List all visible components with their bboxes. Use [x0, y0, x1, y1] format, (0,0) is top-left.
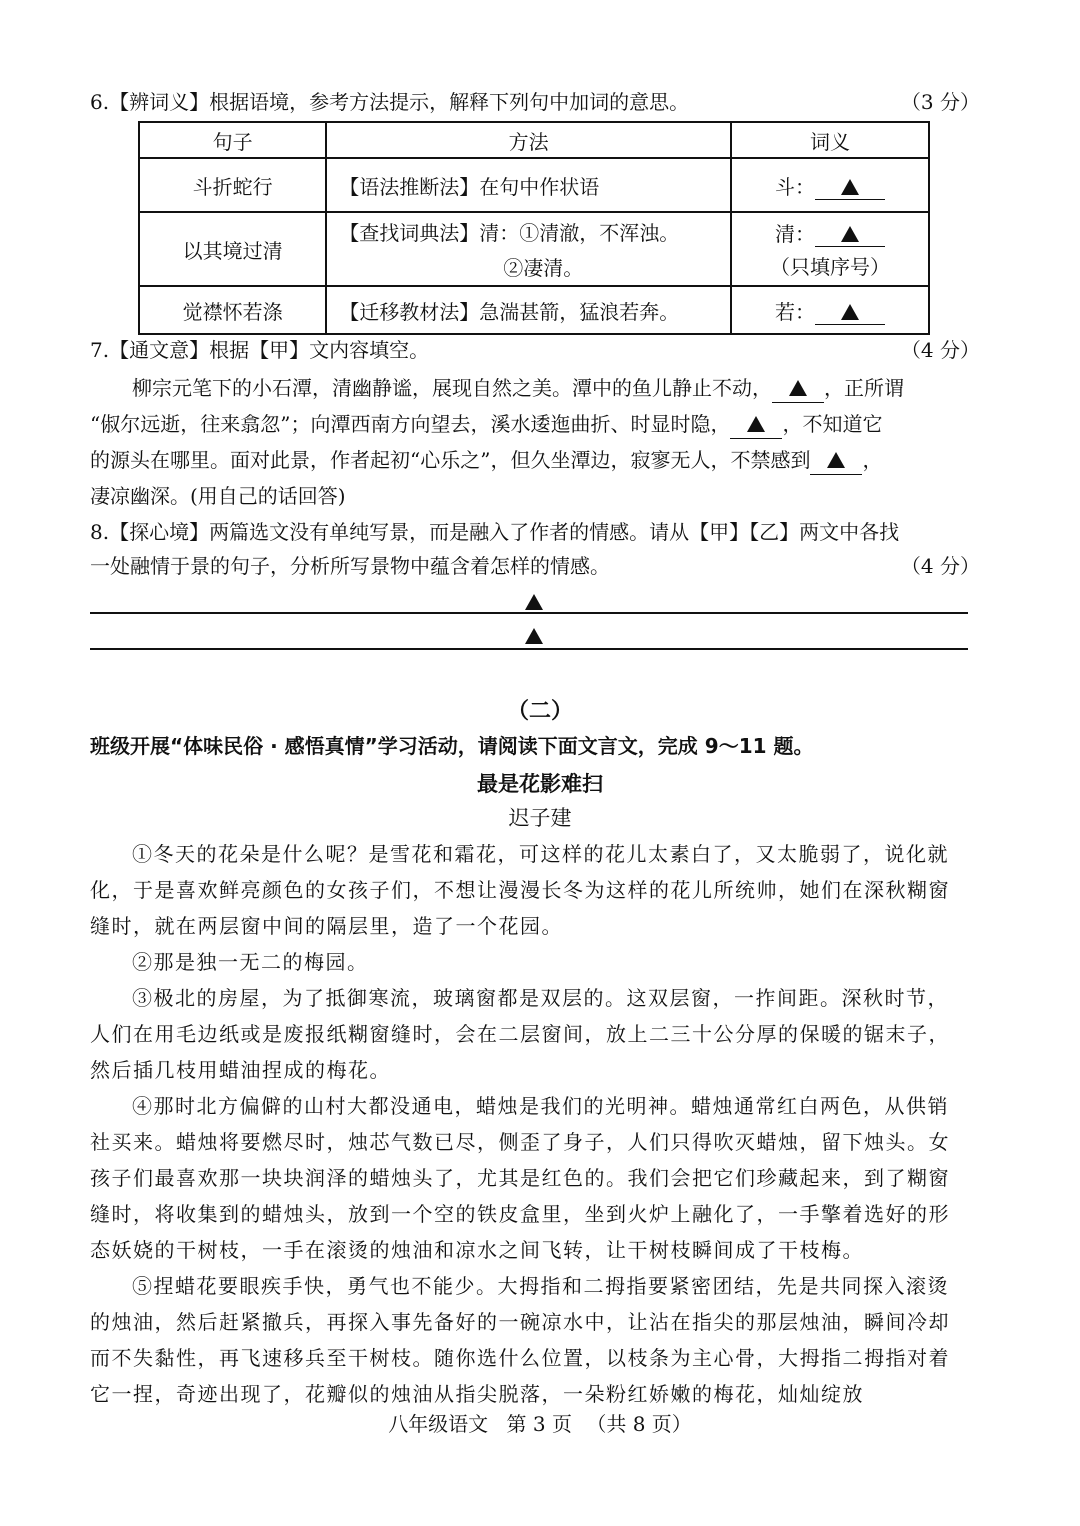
- q6-table: [138, 121, 930, 335]
- header-sentence: 句子: [139, 122, 326, 158]
- q7-score: （4 分）: [900, 338, 980, 362]
- triangle-icon: [827, 452, 845, 468]
- section-intro: 班级开展“体味民俗 · 感悟真情”学习活动，请阅读下面文言文，完成 9～11 题。: [90, 734, 814, 758]
- q7-line-3: [90, 446, 882, 475]
- method-text: 【迁移教材法】急湍甚箭，猛浪若奔。: [339, 299, 680, 324]
- answer-blank[interactable]: [815, 300, 885, 325]
- q7-text: ，: [862, 448, 883, 472]
- q8-score: （4 分）: [900, 554, 980, 578]
- header-meaning: 词义: [731, 122, 929, 158]
- paragraph: ⑤捏蜡花要眼疾手快，勇气也不能少。大拇指和二拇指要紧密团结，先是共同探入滚烫的烛油，然后赶紧撤兵，再探入事先备好的一碗凉水中，让沾在指尖的那层烛油，瞬间冷却而不失黏性，再飞速移兵至干树枝。随你选什么位置，以枝条为主心骨，大拇指二拇指对着它一捏，奇迹出现了，花瓣似的烛油从指尖脱落，一朵粉红娇嫩的梅花，灿灿绽放: [90, 1274, 950, 1406]
- answer-blank[interactable]: [815, 222, 885, 247]
- triangle-icon: [525, 628, 543, 647]
- q7-line-1: [132, 374, 904, 403]
- meaning-cell: [731, 158, 929, 212]
- article-author: 迟子建: [508, 806, 572, 830]
- triangle-icon: [525, 594, 543, 613]
- q6-score: （3 分）: [900, 90, 980, 114]
- footer-total: （共 8 页）: [586, 1412, 692, 1436]
- triangle-icon: [841, 179, 859, 195]
- q7-stem: 7.【通文意】根据【甲】文内容填空。: [90, 338, 430, 362]
- q8-stem-2: 一处融情于景的句子，分析所写景物中蕴含着怎样的情感。: [90, 554, 610, 578]
- sentence-text: 以其境过清: [182, 238, 283, 263]
- method-text: 【查找词典法】清：①清澈，不浑浊。: [339, 221, 680, 245]
- q7-text: 柳宗元笔下的小石潭，清幽静谧，展现自然之美。潭中的鱼儿静止不动，: [132, 376, 772, 400]
- q7-text: ，正所谓: [824, 376, 904, 400]
- table-row: [139, 158, 929, 212]
- q6-stem: 6.【辨词义】根据语境，参考方法提示，解释下列句中加词的意思。: [90, 90, 690, 114]
- meaning-label: 清：: [775, 222, 816, 246]
- q8-stem-1: 8.【探心境】两篇选文没有单纯写景，而是融入了作者的情感。请从【甲】【乙】两文中各找: [90, 520, 900, 544]
- meaning-cell: [731, 212, 929, 286]
- sentence-cell: [139, 212, 326, 286]
- method-cell: [326, 286, 731, 334]
- paragraph: ③极北的房屋，为了抵御寒流，玻璃窗都是双层的。这双层窗，一拃间距。深秋时节，人们在用毛边纸或是废报纸糊窗缝时，会在二层窗间，放上二三十公分厚的保暖的锯末子，然后插几枝用蜡油捏成的梅花。: [90, 986, 950, 1082]
- meaning-label: 若：: [775, 299, 816, 324]
- sentence-text: 斗折蛇行: [192, 174, 273, 199]
- meaning-label: 斗：: [775, 174, 816, 199]
- footer-subject: 八年级语文: [388, 1412, 489, 1436]
- paragraph: ④那时北方偏僻的山村大都没通电，蜡烛是我们的光明神。蜡烛通常红白两色，从供销社买来。蜡烛将要燃尽时，烛芯气数已尽，侧歪了身子，人们只得吹灭蜡烛，留下烛头。女孩子们最喜欢那一块块润泽的蜡烛头了，尤其是红色的。我们会把它们珍藏起来，到了糊窗缝时，将收集到的蜡烛头，放到一个空的铁皮盒里，坐到火炉上融化了，一手擎着选好的形态妖娆的干树枝，一手在滚烫的烛油和凉水之间飞转，让干树枝瞬间成了干枝梅。: [90, 1094, 950, 1262]
- triangle-icon: [841, 304, 859, 320]
- q7-text: ，不知道它: [782, 412, 883, 436]
- method-text-2: ②凄清。: [503, 256, 584, 280]
- answer-blank[interactable]: [730, 410, 782, 439]
- article-body: [90, 836, 970, 1412]
- section-number: （二）: [506, 699, 573, 724]
- answer-line[interactable]: [90, 612, 968, 614]
- header-method: 方法: [326, 122, 731, 158]
- footer-page: 第 3 页: [506, 1412, 572, 1436]
- q7-text: 的源头在哪里。面对此景，作者起初“心乐之”，但久坐潭边，寂寥无人，不禁感到: [90, 448, 811, 472]
- method-cell: [326, 212, 731, 286]
- q7-line-2: [90, 410, 882, 439]
- method-text: 【语法推断法】在句中作状语: [339, 174, 600, 199]
- triangle-icon: [747, 416, 765, 432]
- page-footer: [0, 1408, 1080, 1437]
- meaning-cell: [731, 286, 929, 334]
- q7-text: “俶尔远逝，往来翕忽”；向潭西南方向望去，溪水逶迤曲折、时显时隐，: [90, 412, 731, 436]
- answer-blank[interactable]: [815, 175, 885, 200]
- answer-blank[interactable]: [810, 446, 862, 475]
- method-cell: [326, 158, 731, 212]
- meaning-note: （只填序号）: [770, 255, 891, 279]
- table-header-row: [139, 122, 929, 158]
- article-title: 最是花影难扫: [477, 772, 603, 796]
- triangle-icon: [841, 226, 859, 242]
- sentence-cell: [139, 286, 326, 334]
- triangle-icon: [789, 380, 807, 396]
- table-row: [139, 286, 929, 334]
- table-row: [139, 212, 929, 286]
- paragraph: ②那是独一无二的梅园。: [132, 950, 369, 974]
- answer-line[interactable]: [90, 648, 968, 650]
- paragraph: ①冬天的花朵是什么呢？是雪花和霜花，可这样的花儿太素白了，又太脆弱了，说化就化，于是喜欢鲜亮颜色的女孩子们，不想让漫漫长冬为这样的花儿所统帅，她们在深秋糊窗缝时，就在两层窗中间的隔层里，造了一个花园。: [90, 842, 950, 938]
- answer-blank[interactable]: [772, 374, 824, 403]
- q7-line-4: 凄凉幽深。(用自己的话回答): [90, 484, 346, 508]
- sentence-text: 觉襟怀若涤: [182, 299, 283, 324]
- sentence-cell: [139, 158, 326, 212]
